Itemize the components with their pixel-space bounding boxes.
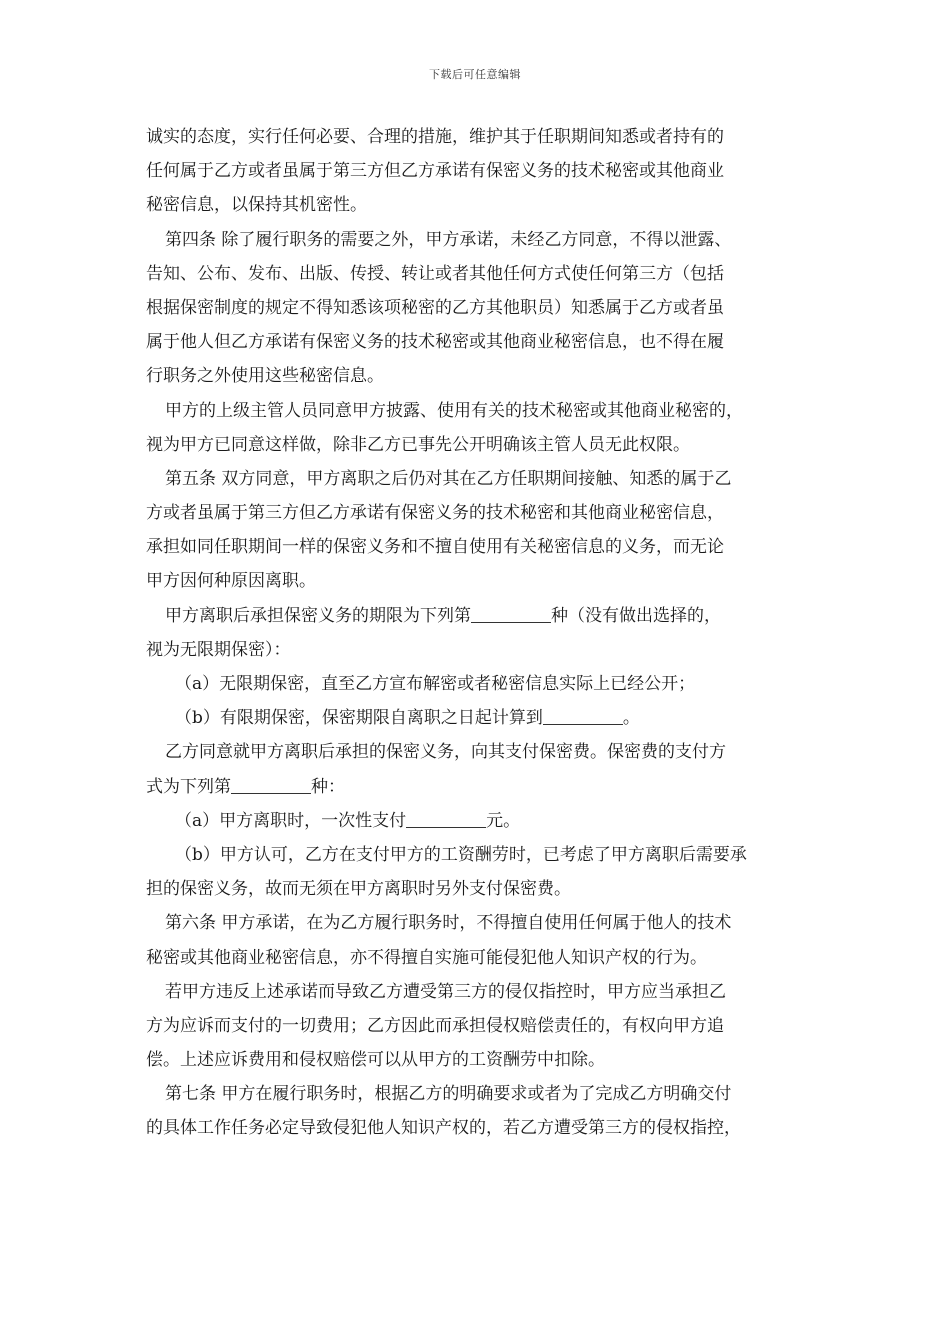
- text-run: 根据保密制度的规定不得知悉该项秘密的乙方其他职员）知悉属于乙方或者虽: [146, 297, 724, 318]
- text-line: [146, 564, 816, 598]
- text-line: [146, 223, 816, 257]
- text-line: [146, 599, 816, 633]
- text-run: 担的保密义务，故而无须在甲方离职时另外支付保密费。: [146, 879, 571, 900]
- text-run: 秘密信息，以保持其机密性。: [146, 195, 367, 216]
- text-run: 属于他人但乙方承诺有保密义务的技术秘密或其他商业秘密信息，也不得在履: [146, 332, 724, 353]
- document-body: [146, 120, 816, 1146]
- fill-in-blank[interactable]: [231, 775, 311, 794]
- text-line: [146, 530, 816, 564]
- text-run: 第四条 除了履行职务的需要之外，甲方承诺，未经乙方同意，不得以泄露、: [165, 229, 732, 250]
- text-run: 第五条 双方同意，甲方离职之后仍对其在乙方任职期间接触、知悉的属于乙: [165, 468, 732, 489]
- text-run: （b）甲方认可，乙方在支付甲方的工资酬劳时，已考虑了甲方离职后需要承: [175, 844, 747, 865]
- text-line: [146, 1043, 816, 1077]
- text-line: [146, 1009, 816, 1043]
- text-run: 第六条 甲方承诺，在为乙方履行职务时，不得擅自使用任何属于他人的技术: [165, 913, 732, 934]
- text-run: （a）无限期保密，直至乙方宣布解密或者秘密信息实际上已经公开；: [175, 674, 696, 694]
- text-run: 承担如同任职期间一样的保密义务和不擅自使用有关秘密信息的义务，而无论: [146, 537, 724, 558]
- text-run: 甲方离职后承担保密义务的期限为下列第: [165, 605, 471, 626]
- text-run: 诚实的态度，实行任何必要、合理的措施，维护其于任职期间知悉或者持有的: [146, 127, 724, 147]
- text-line: [146, 1111, 816, 1145]
- text-run: 第七条 甲方在履行职务时，根据乙方的明确要求或者为了完成乙方明确交付: [165, 1084, 732, 1105]
- text-line: [146, 804, 816, 838]
- text-line: [146, 735, 816, 769]
- text-run: 乙方同意就甲方离职后承担的保密义务，向其支付保密费。保密费的支付方: [165, 742, 726, 763]
- text-line: [146, 257, 816, 291]
- text-line: [146, 975, 816, 1009]
- text-line: [146, 701, 816, 735]
- text-line: [146, 359, 816, 393]
- text-line: [146, 633, 816, 667]
- text-line: [146, 906, 816, 940]
- text-run: 偿。上述应诉费用和侵权赔偿可以从甲方的工资酬劳中扣除。: [146, 1050, 605, 1071]
- text-line: [146, 188, 816, 222]
- text-run: 式为下列第: [146, 776, 231, 797]
- text-line: [146, 394, 816, 428]
- text-line: [146, 291, 816, 325]
- fill-in-blank[interactable]: [543, 706, 623, 725]
- text-run: （a）甲方离职时，一次性支付: [175, 810, 407, 831]
- text-run: 种：: [311, 776, 345, 797]
- text-run: 行职务之外使用这些秘密信息。: [146, 366, 384, 387]
- text-line: [146, 872, 816, 906]
- text-run: 方为应诉而支付的一切费用；乙方因此而承担侵权赔偿责任的，有权向甲方追: [146, 1015, 724, 1036]
- page-header: 下载后可任意编辑: [429, 68, 521, 81]
- text-run: 甲方因何种原因离职。: [146, 571, 316, 592]
- text-run: 秘密或其他商业秘密信息，亦不得擅自实施可能侵犯他人知识产权的行为。: [146, 947, 707, 968]
- text-line: [146, 1077, 816, 1111]
- text-line: [146, 154, 816, 188]
- text-run: 甲方的上级主管人员同意甲方披露、使用有关的技术秘密或其他商业秘密的，: [165, 400, 743, 421]
- fill-in-blank[interactable]: [471, 604, 551, 623]
- text-line: [146, 325, 816, 359]
- text-run: 元。: [486, 810, 521, 831]
- text-line: [146, 667, 816, 701]
- text-line: [146, 462, 816, 496]
- text-line: [146, 120, 816, 154]
- text-run: 方或者虽属于第三方但乙方承诺有保密义务的技术秘密和其他商业秘密信息，: [146, 503, 724, 524]
- text-run: 若甲方违反上述承诺而导致乙方遭受第三方的侵仅指控时，甲方应当承担乙: [165, 981, 726, 1002]
- text-line: [146, 941, 816, 975]
- text-run: 的具体工作任务必定导致侵犯他人知识产权的，若乙方遭受第三方的侵权指控，: [146, 1118, 741, 1139]
- text-run: 。: [622, 708, 640, 729]
- text-run: 告知、公布、发布、出版、传授、转让或者其他任何方式使任何第三方（包括: [146, 263, 724, 284]
- text-run: 任何属于乙方或者虽属于第三方但乙方承诺有保密义务的技术秘密或其他商业: [146, 161, 724, 182]
- text-run: 视为甲方已同意这样做，除非乙方已事先公开明确该主管人员无此权限。: [146, 434, 690, 455]
- text-line: [146, 496, 816, 530]
- text-run: 种（没有做出选择的，: [551, 605, 721, 626]
- fill-in-blank[interactable]: [406, 809, 486, 828]
- text-run: 视为无限期保密）：: [146, 639, 291, 660]
- text-run: （b）有限期保密，保密期限自离职之日起计算到: [175, 708, 543, 729]
- text-line: [146, 770, 816, 804]
- text-line: [146, 428, 816, 462]
- text-line: [146, 838, 816, 872]
